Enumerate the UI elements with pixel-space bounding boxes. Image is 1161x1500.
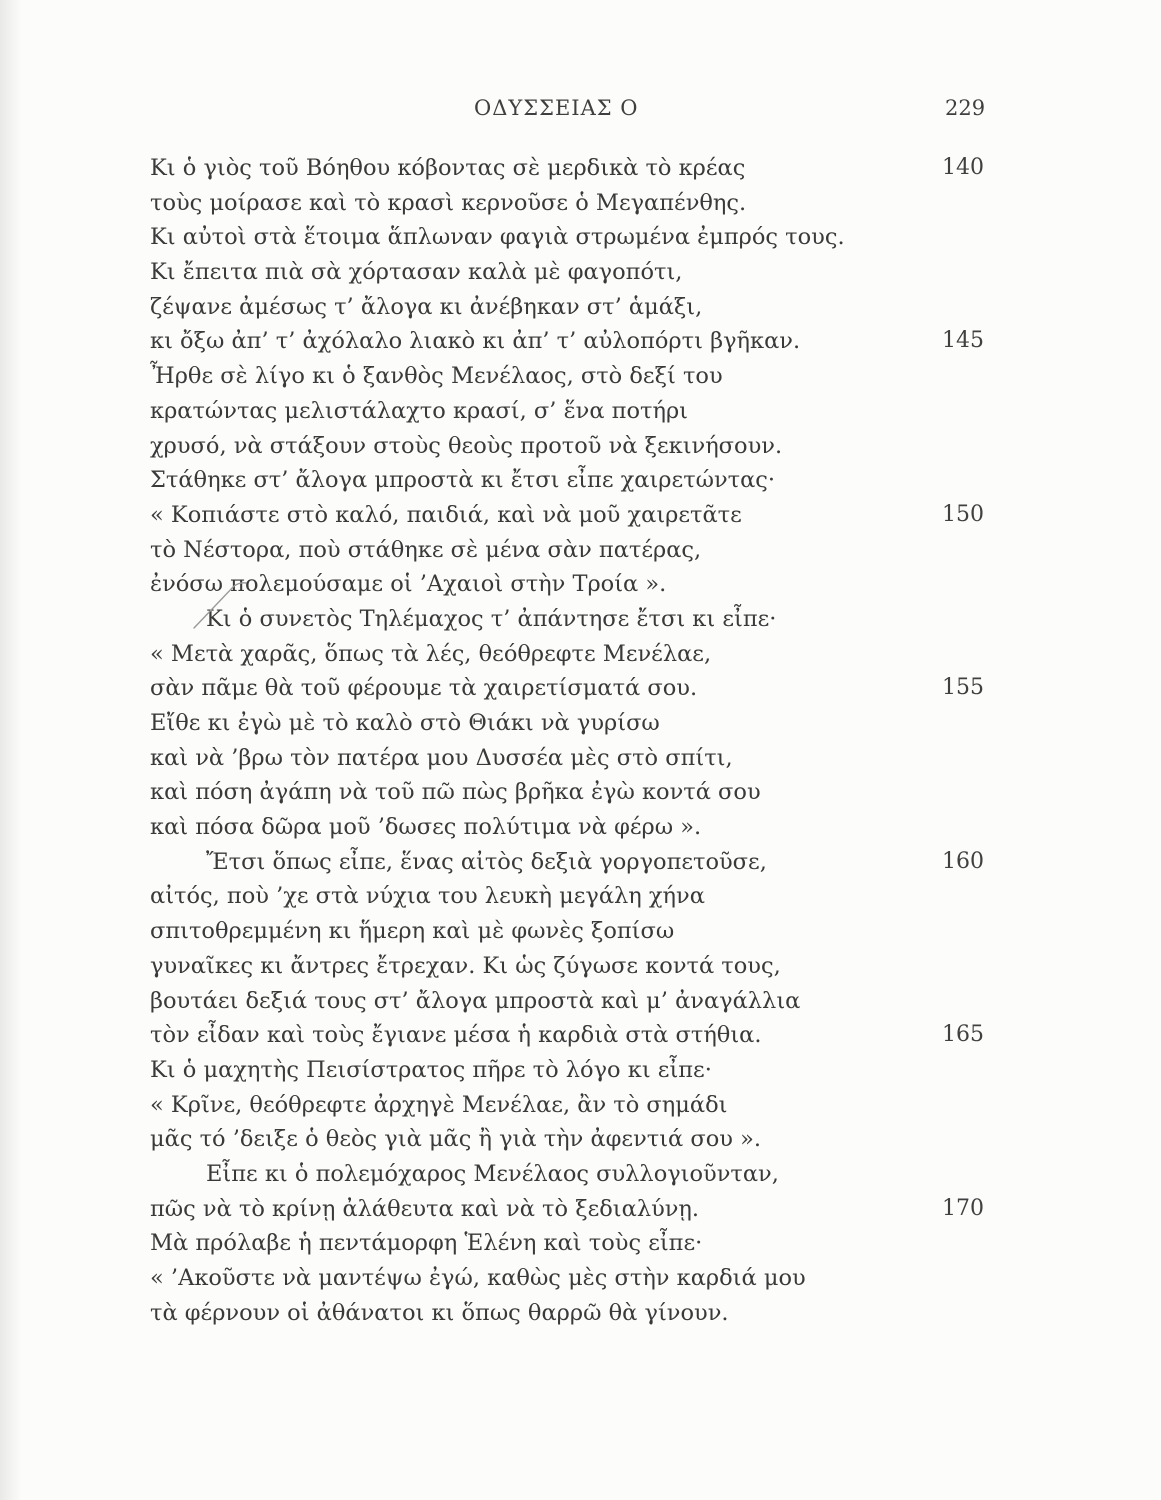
line-number: 165 bbox=[942, 1022, 984, 1048]
verse-text: καὶ νὰ ’βρω τὸν πατέρα μου Δυσσέα μὲς στὸ σπίτι, bbox=[150, 744, 733, 771]
verse-line bbox=[0, 949, 1161, 984]
verse-line bbox=[0, 1157, 1161, 1192]
verse-text: τοὺς μοίρασε καὶ τὸ κρασὶ κερνοῦσε ὁ Μεγαπένθης. bbox=[150, 189, 747, 216]
verse-line bbox=[0, 290, 1161, 325]
verse-text: Κι ὁ μαχητὴς Πεισίστρατος πῆρε τὸ λόγο κι εἶπε· bbox=[150, 1056, 712, 1083]
verse-text: μᾶς τό ’δειξε ὁ θεὸς γιὰ μᾶς ἢ γιὰ τὴν ἀφεντιά σου ». bbox=[150, 1126, 762, 1153]
verse-text: Μὰ πρόλαβε ἡ πεντάμορφη Ἑλένη καὶ τοὺς εἶπε· bbox=[150, 1230, 703, 1257]
verse-line bbox=[0, 533, 1161, 568]
verse-line bbox=[0, 1122, 1161, 1157]
verse-line bbox=[0, 984, 1161, 1019]
verse-text: κρατώντας μελιστάλαχτο κρασί, σ’ ἕνα ποτήρι bbox=[150, 397, 688, 424]
verse-line bbox=[0, 671, 1161, 706]
verse-text: « Κρῖνε, θεόθρεφτε ἀρχηγὲ Μενέλαε, ἂν τὸ σημάδι bbox=[150, 1091, 728, 1118]
verse-text: βουτάει δεξιά τους στ’ ἄλογα μπροστὰ καὶ μ’ ἀναγάλλια bbox=[150, 987, 801, 1014]
line-number: 145 bbox=[942, 328, 984, 354]
verse-text: Ἔτσι ὅπως εἶπε, ἕνας αἰτὸς δεξιὰ γοργοπετοῦσε, bbox=[206, 848, 767, 875]
verse-list bbox=[0, 151, 1161, 1330]
page-number: 229 bbox=[945, 96, 986, 120]
verse-line bbox=[0, 567, 1161, 602]
line-number: 150 bbox=[942, 501, 984, 527]
verse-line bbox=[0, 1226, 1161, 1261]
verse-line bbox=[0, 1018, 1161, 1053]
verse-line bbox=[0, 1088, 1161, 1123]
line-number: 170 bbox=[942, 1195, 984, 1221]
line-number: 140 bbox=[942, 155, 984, 180]
verse-line bbox=[0, 359, 1161, 394]
running-title: ΟΔΥΣΣΕΙΑΣ Ο bbox=[474, 96, 639, 120]
verse-text: Εἴθε κι ἐγὼ μὲ τὸ καλὸ στὸ Θιάκι νὰ γυρίσω bbox=[150, 710, 660, 736]
verse-line bbox=[0, 1261, 1161, 1296]
verse-line bbox=[0, 845, 1161, 880]
verse-line bbox=[0, 1192, 1161, 1227]
verse-text: γυναῖκες κι ἄντρες ἔτρεχαν. Κι ὡς ζύγωσε κοντά τους, bbox=[150, 952, 781, 979]
verse-line bbox=[0, 324, 1161, 359]
line-number: 155 bbox=[942, 675, 984, 701]
verse-text: Εἶπε κι ὁ πολεμόχαρος Μενέλαος συλλογιοῦνταν, bbox=[206, 1160, 779, 1187]
verse-line bbox=[0, 741, 1161, 776]
verse-text: κι ὄξω ἀπ’ τ’ ἀχόλαλο λιακὸ κι ἀπ’ τ’ αὐλοπόρτι βγῆκαν. bbox=[150, 328, 801, 355]
verse-line bbox=[0, 879, 1161, 914]
verse-text: αἰτός, ποὺ ’χε στὰ νύχια του λευκὴ μεγάλη χήνα bbox=[150, 883, 705, 910]
verse-text: « Κοπιάστε στὸ καλό, παιδιά, καὶ νὰ μοῦ χαιρετᾶτε bbox=[150, 501, 742, 528]
verse-line bbox=[0, 706, 1161, 741]
verse-line bbox=[0, 186, 1161, 221]
verse-line bbox=[0, 1053, 1161, 1088]
line-number: 160 bbox=[942, 848, 984, 874]
verse-text: ζέψανε ἀμέσως τ’ ἄλογα κι ἀνέβηκαν στ’ ἁμάξι, bbox=[150, 293, 703, 320]
verse-line bbox=[0, 637, 1161, 672]
verse-line bbox=[0, 220, 1161, 255]
verse-text: τὸ Νέστορα, ποὺ στάθηκε σὲ μένα σὰν πατέρας, bbox=[150, 536, 702, 563]
verse-line bbox=[0, 394, 1161, 429]
verse-text: τὰ φέρνουν οἱ ἀθάνατοι κι ὅπως θαρρῶ θὰ γίνουν. bbox=[150, 1299, 729, 1326]
verse-line bbox=[0, 1296, 1161, 1331]
verse-text: καὶ πόση ἀγάπη νὰ τοῦ πῶ πὼς βρῆκα ἐγὼ κοντά σου bbox=[150, 779, 761, 806]
verse-text: χρυσό, νὰ στάξουν στοὺς θεοὺς προτοῦ νὰ ξεκινήσουν. bbox=[150, 432, 783, 459]
running-header bbox=[0, 96, 1161, 128]
verse-text: σὰν πᾶμε θὰ τοῦ φέρουμε τὰ χαιρετίσματά σου. bbox=[150, 675, 698, 702]
verse-line bbox=[0, 498, 1161, 533]
verse-line bbox=[0, 255, 1161, 290]
verse-text: Κι ὁ συνετὸς Τηλέμαχος τ’ ἀπάντησε ἔτσι κι εἶπε· bbox=[206, 605, 777, 632]
verse-text: ἐνόσω πολεμούσαμε οἱ ’Αχαιοὶ στὴν Τροία ». bbox=[150, 571, 667, 598]
verse-text: Κι ἔπειτα πιὰ σὰ χόρτασαν καλὰ μὲ φαγοπότι, bbox=[150, 259, 683, 286]
verse-text: « ’Ακοῦστε νὰ μαντέψω ἐγώ, καθὼς μὲς στὴν καρδιά μου bbox=[150, 1265, 806, 1291]
verse-line bbox=[0, 429, 1161, 464]
verse-text: σπιτοθρεμμένη κι ἥμερη καὶ μὲ φωνὲς ξοπίσω bbox=[150, 918, 675, 945]
verse-line bbox=[0, 151, 1161, 186]
verse-text: Κι αὐτοὶ στὰ ἕτοιμα ἅπλωναν φαγιὰ στρωμένα ἐμπρός τους. bbox=[150, 224, 845, 251]
verse-text: καὶ πόσα δῶρα μοῦ ’δωσες πολύτιμα νὰ φέρω ». bbox=[150, 814, 702, 841]
verse-text: Στάθηκε στ’ ἄλογα μπροστὰ κι ἔτσι εἶπε χαιρετώντας· bbox=[150, 467, 776, 494]
verse-line bbox=[0, 602, 1161, 637]
verse-line bbox=[0, 810, 1161, 845]
verse-text: « Μετὰ χαρᾶς, ὅπως τὰ λές, θεόθρεφτε Μενέλαε, bbox=[150, 640, 712, 667]
verse-line bbox=[0, 914, 1161, 949]
verse-line bbox=[0, 775, 1161, 810]
verse-text: Ἦρθε σὲ λίγο κι ὁ ξανθὸς Μενέλαος, στὸ δεξί του bbox=[150, 363, 723, 390]
pencil-mark-icon bbox=[190, 572, 250, 632]
verse-text: πῶς νὰ τὸ κρίνῃ ἀλάθευτα καὶ νὰ τὸ ξεδιαλύνῃ. bbox=[150, 1195, 700, 1222]
verse-text: Κι ὁ γιὸς τοῦ Βόηθου κόβοντας σὲ μερδικὰ τὸ κρέας bbox=[150, 155, 746, 181]
verse-text: τὸν εἶδαν καὶ τοὺς ἔγιανε μέσα ἡ καρδιὰ στὰ στήθια. bbox=[150, 1022, 762, 1049]
verse-line bbox=[0, 463, 1161, 498]
